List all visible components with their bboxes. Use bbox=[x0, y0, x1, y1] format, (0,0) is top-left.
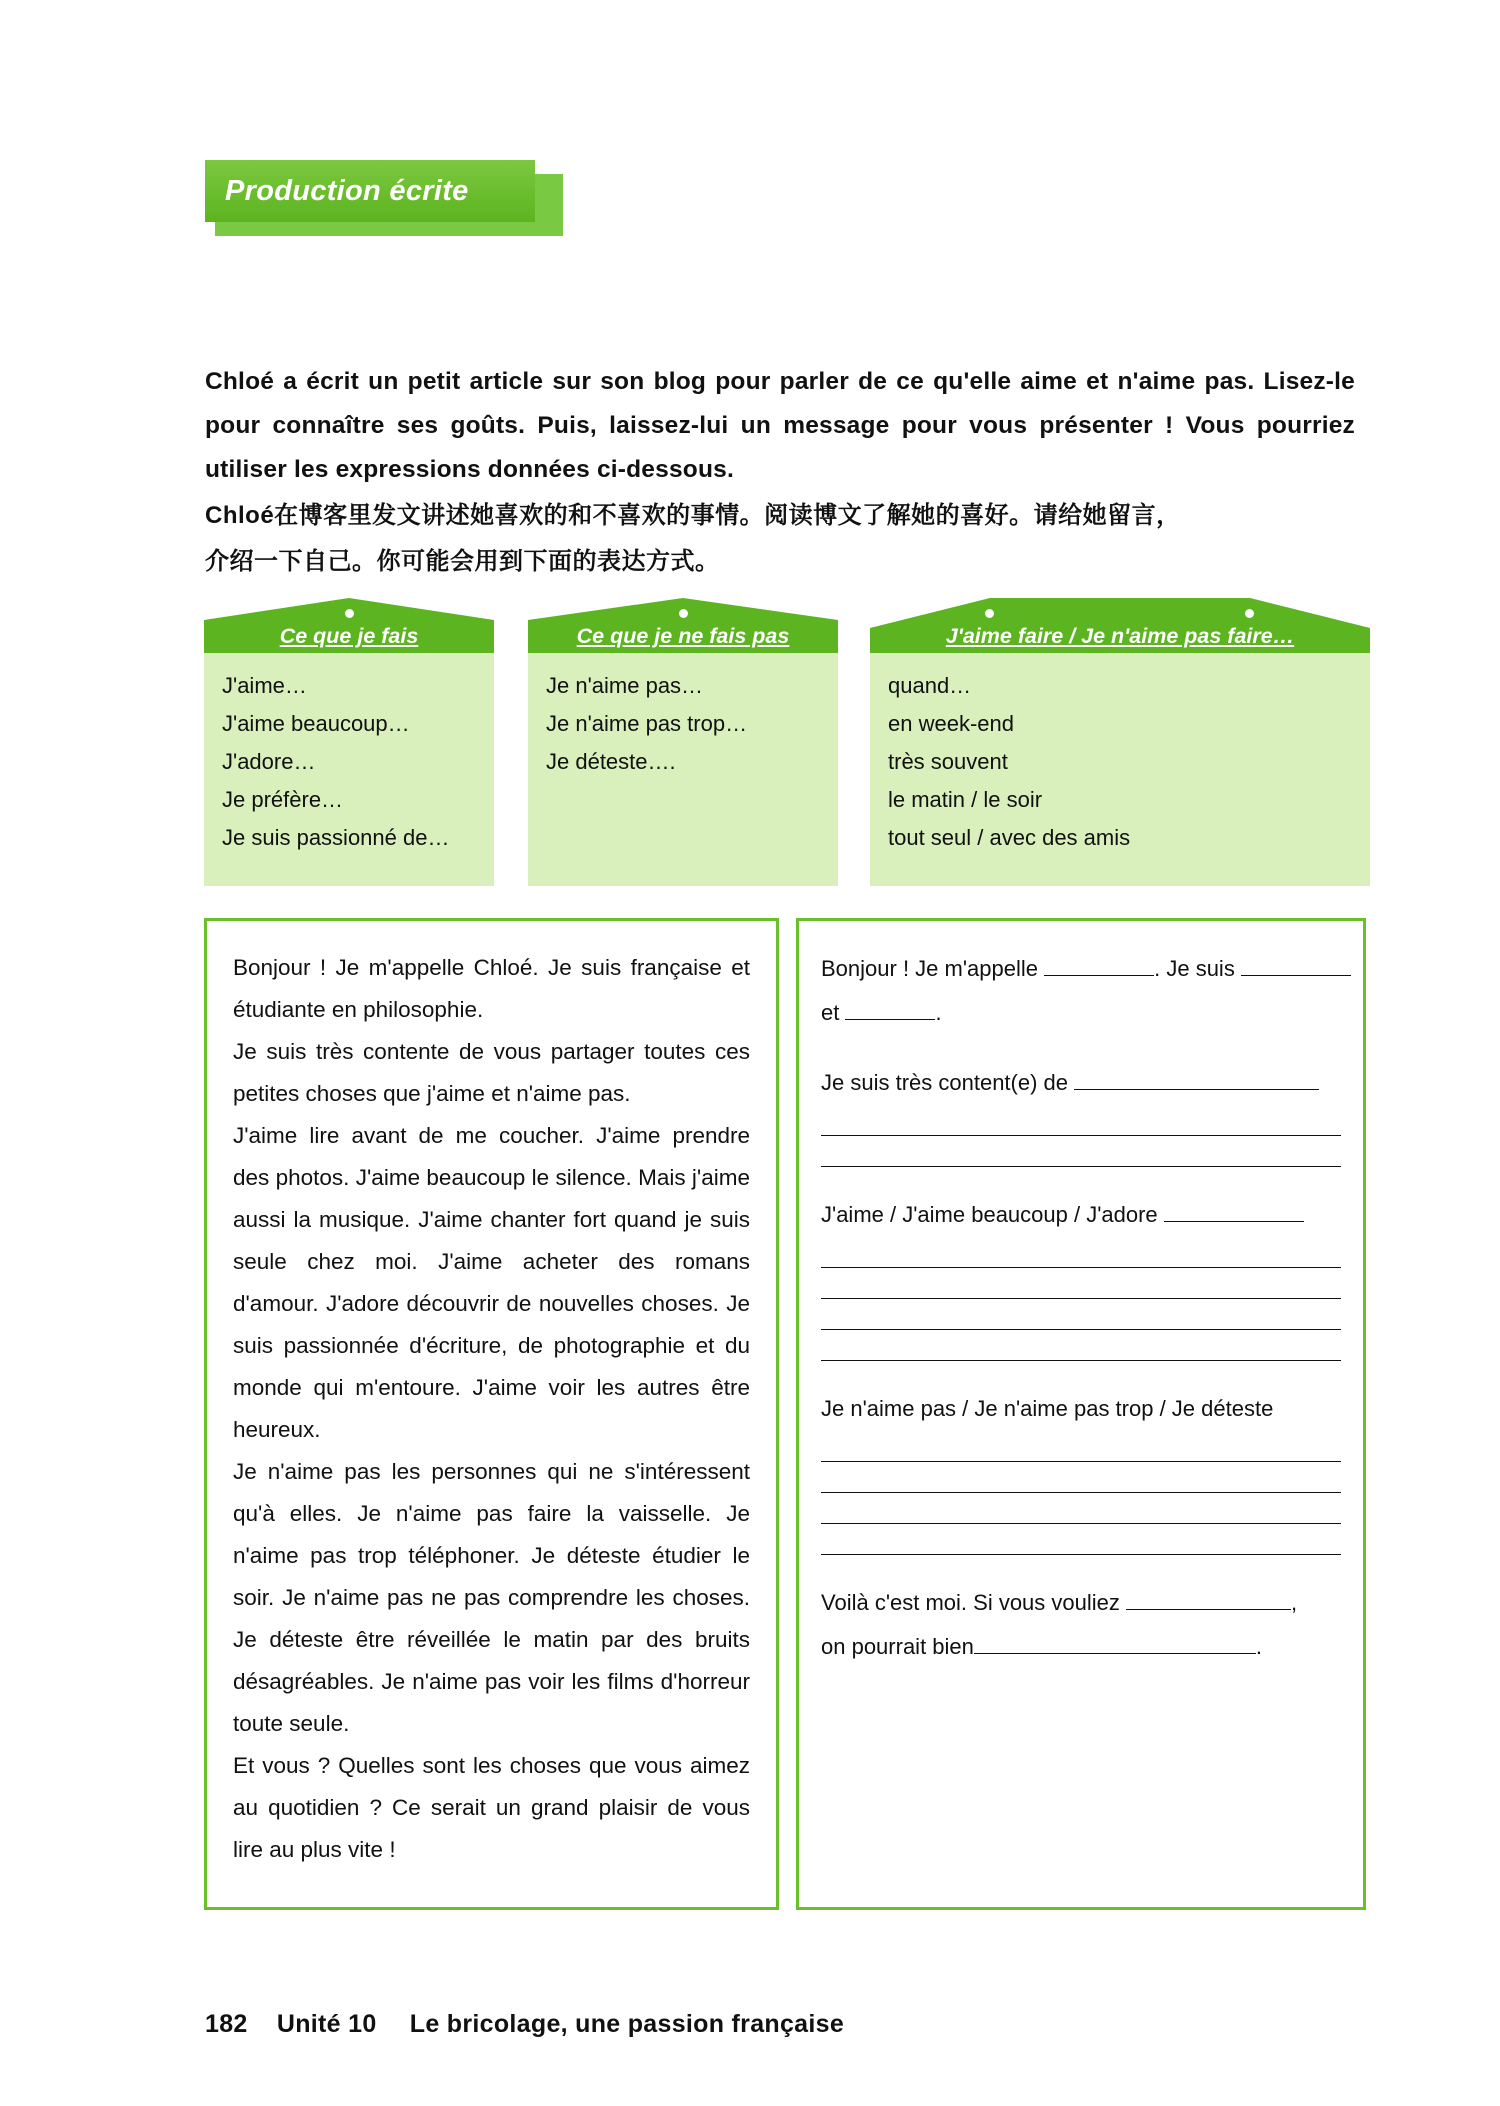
tag-header-shape bbox=[204, 598, 494, 653]
tag-title: Ce que je ne fais pas bbox=[576, 624, 790, 648]
tag-item: tout seul / avec des amis bbox=[888, 825, 1131, 850]
tag-ce-que-je-ne-fais-pas bbox=[528, 598, 838, 886]
instructions-block bbox=[205, 360, 1355, 584]
blog-paragraph: Bonjour ! Je m'appelle Chloé. Je suis française et étudiante en philosophie. bbox=[233, 955, 750, 1022]
instructions-chinese-line1: Chloé在博客里发文讲述她喜欢的和不喜欢的事情。阅读博文了解她的喜好。请给她留言， bbox=[205, 502, 1181, 529]
blank-dislikes-3[interactable] bbox=[821, 1523, 1341, 1524]
blank-likes-4[interactable] bbox=[821, 1329, 1341, 1330]
tag-item: Je préfère… bbox=[222, 787, 344, 812]
footer-unit-title: Le bricolage, une passion française bbox=[409, 2010, 845, 2038]
form-comma: , bbox=[1291, 1590, 1298, 1615]
punch-hole-icon bbox=[345, 609, 354, 618]
form-line-greeting-2 bbox=[821, 991, 1341, 1035]
blank-occupation[interactable] bbox=[845, 1019, 935, 1020]
form-line-greeting bbox=[821, 947, 1341, 991]
tag-item: Je n'aime pas trop… bbox=[546, 711, 748, 736]
form-prompt-content bbox=[821, 1061, 1341, 1105]
answer-form-panel[interactable] bbox=[796, 918, 1366, 1910]
tag-item: J'adore… bbox=[222, 749, 316, 774]
blank-content-2[interactable] bbox=[821, 1135, 1341, 1136]
form-line-closing-2 bbox=[821, 1625, 1341, 1669]
tag-item: le matin / le soir bbox=[888, 787, 1043, 812]
tag-item: quand… bbox=[888, 673, 972, 698]
tag-body bbox=[204, 653, 494, 886]
form-prompt-dislikes bbox=[821, 1387, 1341, 1431]
form-label-closing-1: Voilà c'est moi. Si vous vouliez bbox=[821, 1590, 1120, 1615]
punch-hole-icon bbox=[985, 609, 994, 618]
blank-closing-2[interactable] bbox=[974, 1653, 1256, 1654]
blog-paragraph: J'aime lire avant de me coucher. J'aime prendre des photos. J'aime beaucoup le silence. Mais j'aime aussi la musique. J'aime chanter fort quand je suis seule chez moi. J'aime acheter des romans d'amour. J'adore découvrir de nouvelles choses. Je suis passionnée d'écriture, de photographie et du monde qui m'entoure. J'aime voir les autres être heureux. bbox=[233, 1123, 750, 1442]
form-label-content: Je suis très content(e) de bbox=[821, 1070, 1069, 1095]
tag-body bbox=[870, 653, 1370, 886]
form-label-likes: J'aime / J'aime beaucoup / J'adore bbox=[821, 1202, 1158, 1227]
footer-unit: Unité 10 bbox=[276, 2010, 377, 2038]
page-number: 182 bbox=[205, 2010, 248, 2038]
blog-paragraph: Je n'aime pas les personnes qui ne s'intéressent qu'à elles. Je n'aime pas faire la vaisselle. Je n'aime pas trop téléphoner. Je déteste étudier le soir. Je n'aime pas ne pas comprendre les choses. Je déteste être réveillée le matin par des bruits désagréables. Je n'aime pas voir les films d'horreur toute seule. bbox=[233, 1459, 750, 1736]
section-banner bbox=[205, 160, 565, 240]
form-label-jesuis: . Je suis bbox=[1154, 956, 1235, 981]
instructions-chinese-line2: 介绍一下自己。你可能会用到下面的表达方式。 bbox=[205, 548, 720, 575]
form-label-closing-2: on pourrait bien bbox=[821, 1634, 974, 1659]
form-prompt-likes bbox=[821, 1193, 1341, 1237]
blank-likes-3[interactable] bbox=[821, 1298, 1341, 1299]
form-period-1: . bbox=[935, 1000, 942, 1025]
expression-tags bbox=[198, 598, 1368, 888]
tag-title: J'aime faire / Je n'aime pas faire… bbox=[945, 624, 1295, 648]
punch-hole-icon bbox=[679, 609, 688, 618]
blank-likes-1[interactable] bbox=[1164, 1221, 1304, 1222]
blank-name[interactable] bbox=[1044, 975, 1154, 976]
content-panels bbox=[198, 918, 1373, 1910]
page-title: Production écrite bbox=[225, 175, 469, 207]
punch-hole-icon bbox=[1245, 609, 1254, 618]
instructions-french: Chloé a écrit un petit article sur son blog pour parler de ce qu'elle aime et n'aime pas. Lisez-le pour connaître ses goûts. Puis, laissez-lui un message pour vous présenter ! Vous pourriez utiliser les expressions données ci-dessous. bbox=[205, 368, 1355, 483]
form-label-greeting: Bonjour ! Je m'appelle bbox=[821, 956, 1038, 981]
blank-dislikes-1[interactable] bbox=[821, 1461, 1341, 1462]
blank-dislikes-2[interactable] bbox=[821, 1492, 1341, 1493]
tag-item: J'aime beaucoup… bbox=[222, 711, 410, 736]
blank-likes-2[interactable] bbox=[821, 1267, 1341, 1268]
tag-jaime-faire bbox=[870, 598, 1370, 886]
form-label-et: et bbox=[821, 1000, 840, 1025]
tag-header-shape bbox=[528, 598, 838, 653]
form-line-closing-1 bbox=[821, 1581, 1341, 1625]
blog-text-panel bbox=[204, 918, 779, 1910]
tag-ce-que-je-fais bbox=[204, 598, 494, 886]
blank-closing-1[interactable] bbox=[1126, 1609, 1291, 1610]
tag-item: J'aime… bbox=[222, 673, 307, 698]
form-period-2: . bbox=[1255, 1634, 1263, 1659]
blank-content-1[interactable] bbox=[1074, 1089, 1319, 1090]
blank-nationality[interactable] bbox=[1241, 975, 1351, 976]
page-footer bbox=[205, 2010, 844, 2039]
blog-paragraph: Je suis très contente de vous partager toutes ces petites choses que j'aime et n'aime pas. bbox=[233, 1039, 750, 1106]
tag-body bbox=[528, 653, 838, 886]
tag-title: Ce que je fais bbox=[279, 624, 419, 648]
tag-header-shape bbox=[870, 598, 1370, 653]
tag-item: Je suis passionné de… bbox=[222, 825, 450, 850]
tag-item: en week-end bbox=[888, 711, 1014, 736]
banner-main bbox=[205, 160, 535, 222]
tag-item: très souvent bbox=[888, 749, 1008, 774]
form-label-dislikes: Je n'aime pas / Je n'aime pas trop / Je déteste bbox=[821, 1396, 1274, 1421]
tag-item: Je déteste…. bbox=[546, 749, 676, 774]
tag-item: Je n'aime pas… bbox=[546, 673, 704, 698]
blog-paragraph: Et vous ? Quelles sont les choses que vous aimez au quotidien ? Ce serait un grand plaisir de vous lire au plus vite ! bbox=[233, 1753, 750, 1862]
